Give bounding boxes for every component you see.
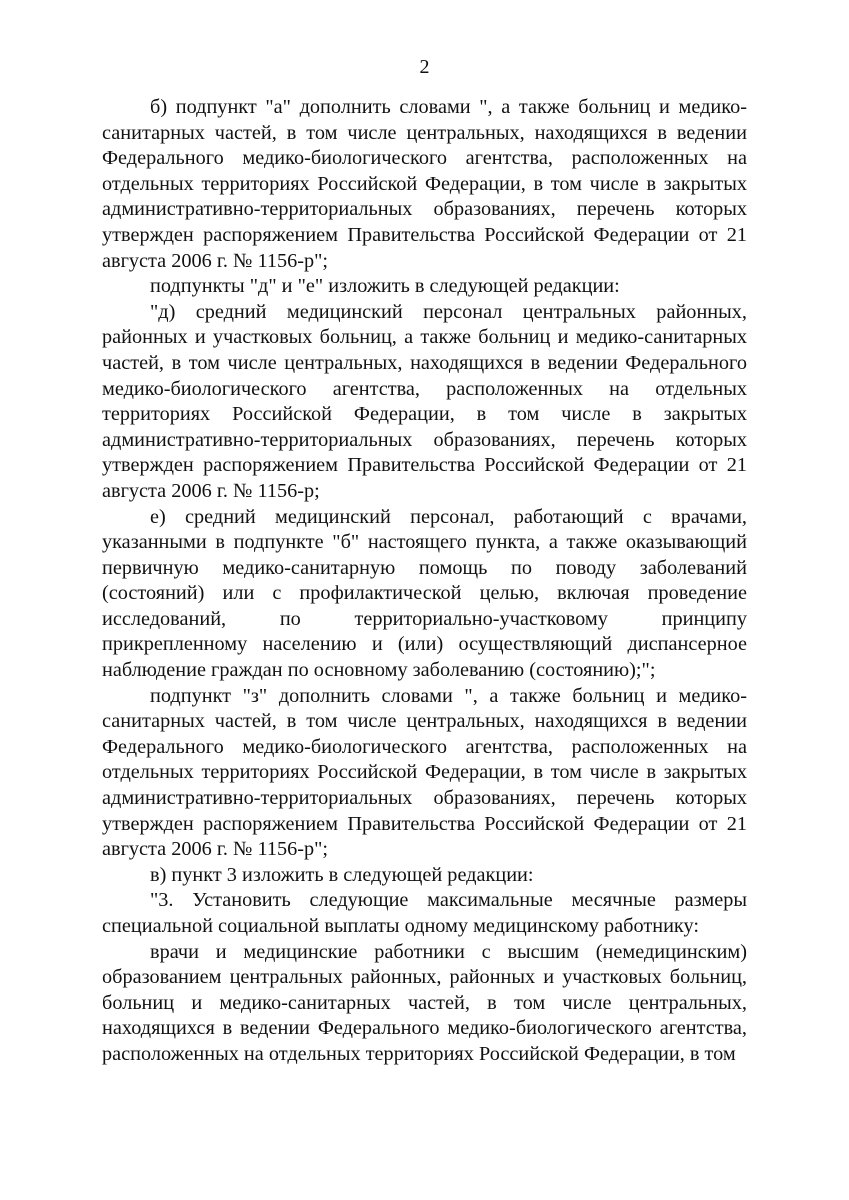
paragraph-subitem-d: "д) средний медицинский персонал центральных районных, районных и участковых больниц, а также больниц и медико-санитарных частей, в том числе центральных, находящихся в ведении Федерального медико-биологического агентства, расположенных на отдельных территориях Российской Федерации, в том числе в закрытых административно-территориальных образованиях, перечень которых утвержден распоряжением Правительства Российской Федерации от 21 августа 2006 г. № 1156-р; bbox=[102, 300, 747, 502]
paragraph-subitem-z: подпункт "з" дополнить словами ", а также больниц и медико-санитарных частей, в том числе центральных, находящихся в ведении Федерального медико-биологического агентства, расположенных на отдельных территориях Российской Федерации, в том числе в закрытых административно-территориальных образованиях, перечень которых утвержден распоряжением Правительства Российской Федерации от 21 августа 2006 г. № 1156-р"; bbox=[102, 684, 747, 861]
paragraph-subitems-d-e-intro: подпункты "д" и "е" изложить в следующей редакции: bbox=[150, 275, 620, 298]
paragraph-doctors: врачи и медицинские работники с высшим (немедицинским) образованием центральных районных, районных и участковых больниц, больниц и медико-санитарных частей, в том числе центральных, находящихся в ведении Федерального медико-биологического агентства, расположенных на отдельных территориях Российской Федерации, в том bbox=[102, 940, 747, 1065]
page-number: 2 bbox=[419, 56, 430, 78]
paragraph-subitem-v: в) пункт 3 изложить в следующей редакции: bbox=[150, 863, 534, 886]
paragraph-item-3: "3. Установить следующие максимальные месячные размеры специальной социальной выплаты одному медицинскому работнику: bbox=[102, 889, 747, 937]
paragraph-subitem-b: б) подпункт "а" дополнить словами ", а также больниц и медико-санитарных частей, в том числе центральных, находящихся в ведении Федерального медико-биологического агентства, расположенных на отдельных территориях Российской Федерации, в том числе в закрытых административно-территориальных образованиях, перечень которых утвержден распоряжением Правительства Российской Федерации от 21 августа 2006 г. № 1156-р"; bbox=[102, 96, 747, 272]
paragraph-subitem-e: е) средний медицинский персонал, работающий с врачами, указанными в подпункте "б" настоящего пункта, а также оказывающий первичную медико-санитарную помощь по поводу заболеваний (состояний) или с профилактической целью, включая проведение исследований, по территориально-участковому принципу прикрепленному населению и (или) осуществляющий диспансерное наблюдение граждан по основному заболеванию (состоянию);"; bbox=[102, 505, 747, 682]
document-body bbox=[102, 95, 747, 1068]
